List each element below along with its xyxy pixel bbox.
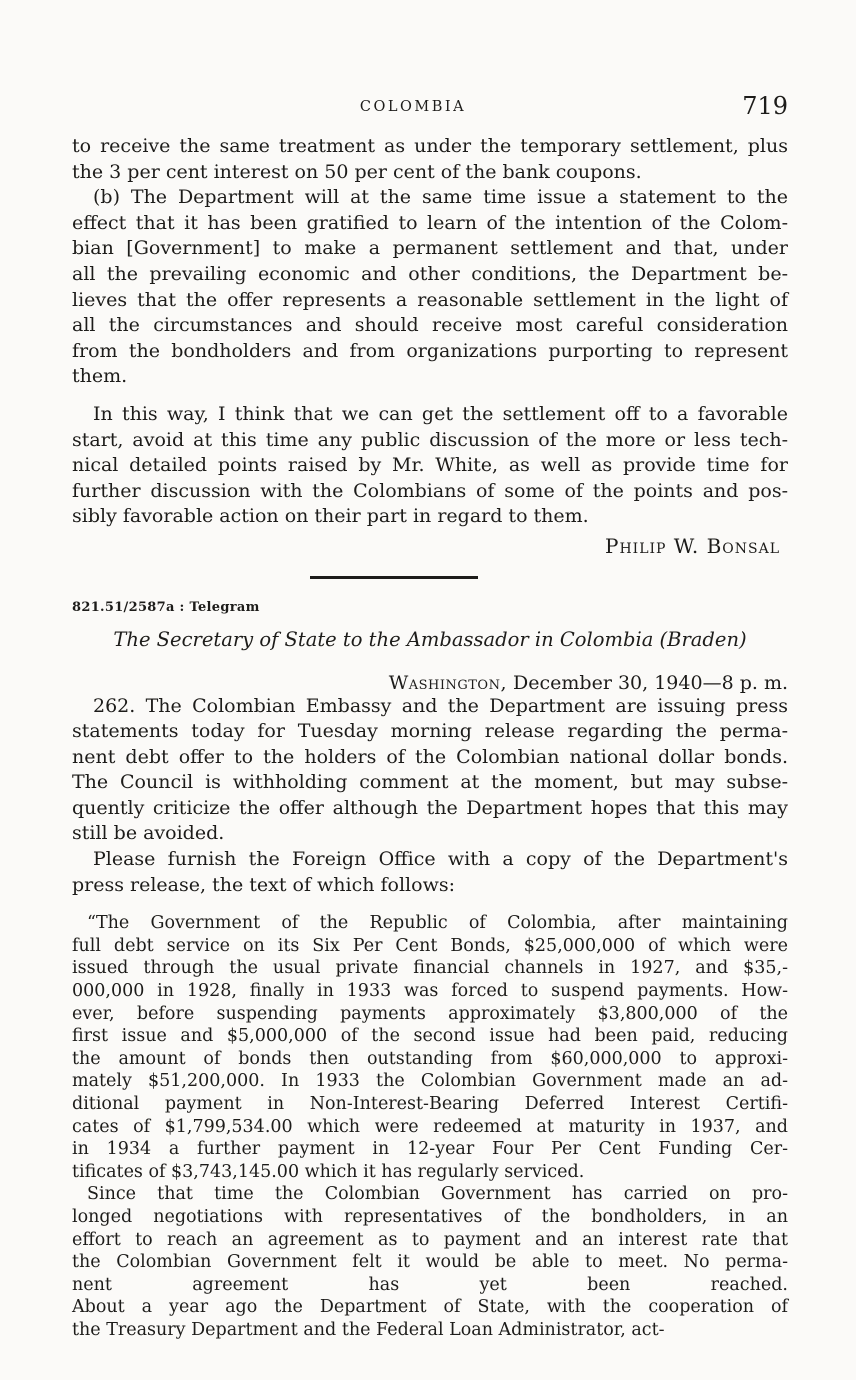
letter-paragraph-continuation <box>72 134 788 185</box>
text-line: quently criticize the offer although the Department hopes that this may <box>72 796 788 819</box>
press-release-paragraph-negotiations <box>72 1183 788 1341</box>
text-line: effort to reach an agreement as to payment and an interest rate that <box>72 1229 788 1250</box>
text-line: (b) The Department will at the same time issue a statement to the <box>93 186 788 209</box>
text-line: nent agreement has yet been reached. <box>72 1274 788 1295</box>
text-line: nent debt offer to the holders of the Colombian national dollar bonds. <box>72 745 788 768</box>
dateline-place: Washington, <box>388 671 508 694</box>
letter-paragraph-closing <box>72 402 788 530</box>
text-line: lieves that the offer represents a reasonable settlement in the light of <box>72 288 788 311</box>
letter-body <box>72 134 788 560</box>
press-release-paragraph-history <box>72 912 788 1183</box>
text-line: nical detailed points raised by Mr. White, as well as provide time for <box>72 454 788 477</box>
text-line: first issue and $5,000,000 of the second issue had been paid, reducing <box>72 1026 788 1047</box>
text-line: the amount of bonds then outstanding from $60,000,000 to approxi- <box>72 1048 788 1069</box>
text-line: further discussion with the Colombians of some of the points and pos- <box>72 479 788 502</box>
text-line: bian [Government] to make a permanent settlement and that, under <box>72 237 788 260</box>
text-line: 000,000 in 1928, finally in 1933 was forced to suspend payments. How- <box>72 981 788 1002</box>
text-line: tificates of $3,743,145.00 which it has regularly serviced. <box>72 1161 585 1182</box>
text-line: 262. The Colombian Embassy and the Department are issuing press <box>93 694 788 717</box>
document-heading: The Secretary of State to the Ambassador in Colombia (Braden) <box>113 627 747 651</box>
text-line: Please furnish the Foreign Office with a copy of the Department's <box>93 848 788 871</box>
text-line: in 1934 a further payment in 12-year Four Per Cent Funding Cer- <box>72 1139 788 1160</box>
signature: Philip W. Bonsal <box>605 533 780 558</box>
text-line: “The Government of the Republic of Colombia, after maintaining <box>87 913 788 934</box>
telegram-paragraph-instruction <box>72 847 788 898</box>
text-line: cates of $1,799,534.00 which were redeemed at maturity in 1937, and <box>72 1116 788 1137</box>
text-line: full debt service on its Six Per Cent Bonds, $25,000,000 of which were <box>72 935 788 956</box>
text-line: longed negotiations with representatives of the bondholders, in an <box>72 1206 788 1227</box>
page-header <box>72 92 788 124</box>
text-line: Since that time the Colombian Government has carried on pro- <box>87 1184 788 1205</box>
text-line: press release, the text of which follows: <box>72 873 455 896</box>
text-line: to receive the same treatment as under the temporary settlement, plus <box>72 135 788 157</box>
text-line: ditional payment in Non-Interest-Bearing Deferred Interest Certifi- <box>72 1094 788 1114</box>
press-release-quote <box>72 912 788 1341</box>
text-line: start, avoid at this time any public discussion of the more or less tech- <box>72 428 788 451</box>
text-line: ever, before suspending payments approximately $3,800,000 of the <box>72 1003 788 1024</box>
text-line: In this way, I think that we can get the settlement off to a favorable <box>93 402 788 425</box>
telegram-paragraph-262 <box>72 694 788 848</box>
text-line: all the circumstances and should receive most careful consideration <box>72 314 788 337</box>
running-title: COLOMBIA <box>359 99 467 115</box>
text-line: mately $51,200,000. In 1933 the Colombian Government made an ad- <box>72 1071 788 1092</box>
telegram-body <box>72 694 788 899</box>
text-line: all the prevailing economic and other conditions, the Department be- <box>72 262 788 285</box>
text-line: the 3 per cent interest on 50 per cent of the bank coupons. <box>72 160 642 183</box>
book-page <box>72 0 788 1342</box>
section-divider <box>310 576 478 579</box>
letter-paragraph-b <box>72 185 788 390</box>
text-line: the Treasury Department and the Federal Loan Administrator, act- <box>72 1319 665 1340</box>
text-line: sibly favorable action on their part in regard to them. <box>72 505 589 528</box>
text-line: from the bondholders and from organizations purporting to represent <box>72 339 788 362</box>
text-line: About a year ago the Department of State, with the cooperation of <box>72 1297 788 1318</box>
text-line: still be avoided. <box>72 822 225 845</box>
text-line: them. <box>72 365 128 388</box>
archival-citation: 821.51/2587a : Telegram <box>72 599 260 615</box>
page-number: 719 <box>742 92 788 120</box>
text-line: the Colombian Government felt it would be able to meet. No perma- <box>72 1252 788 1273</box>
text-line: The Council is withholding comment at the moment, but may subse- <box>72 771 788 794</box>
text-line: statements today for Tuesday morning release regarding the perma- <box>72 720 788 743</box>
text-line: issued through the usual private financial channels in 1927, and $35,- <box>72 958 788 979</box>
text-line: effect that it has been gratified to learn of the intention of the Colom- <box>72 211 788 234</box>
dateline-datetime: December 30, 1940—8 p. m. <box>507 671 788 694</box>
dateline <box>72 672 788 694</box>
